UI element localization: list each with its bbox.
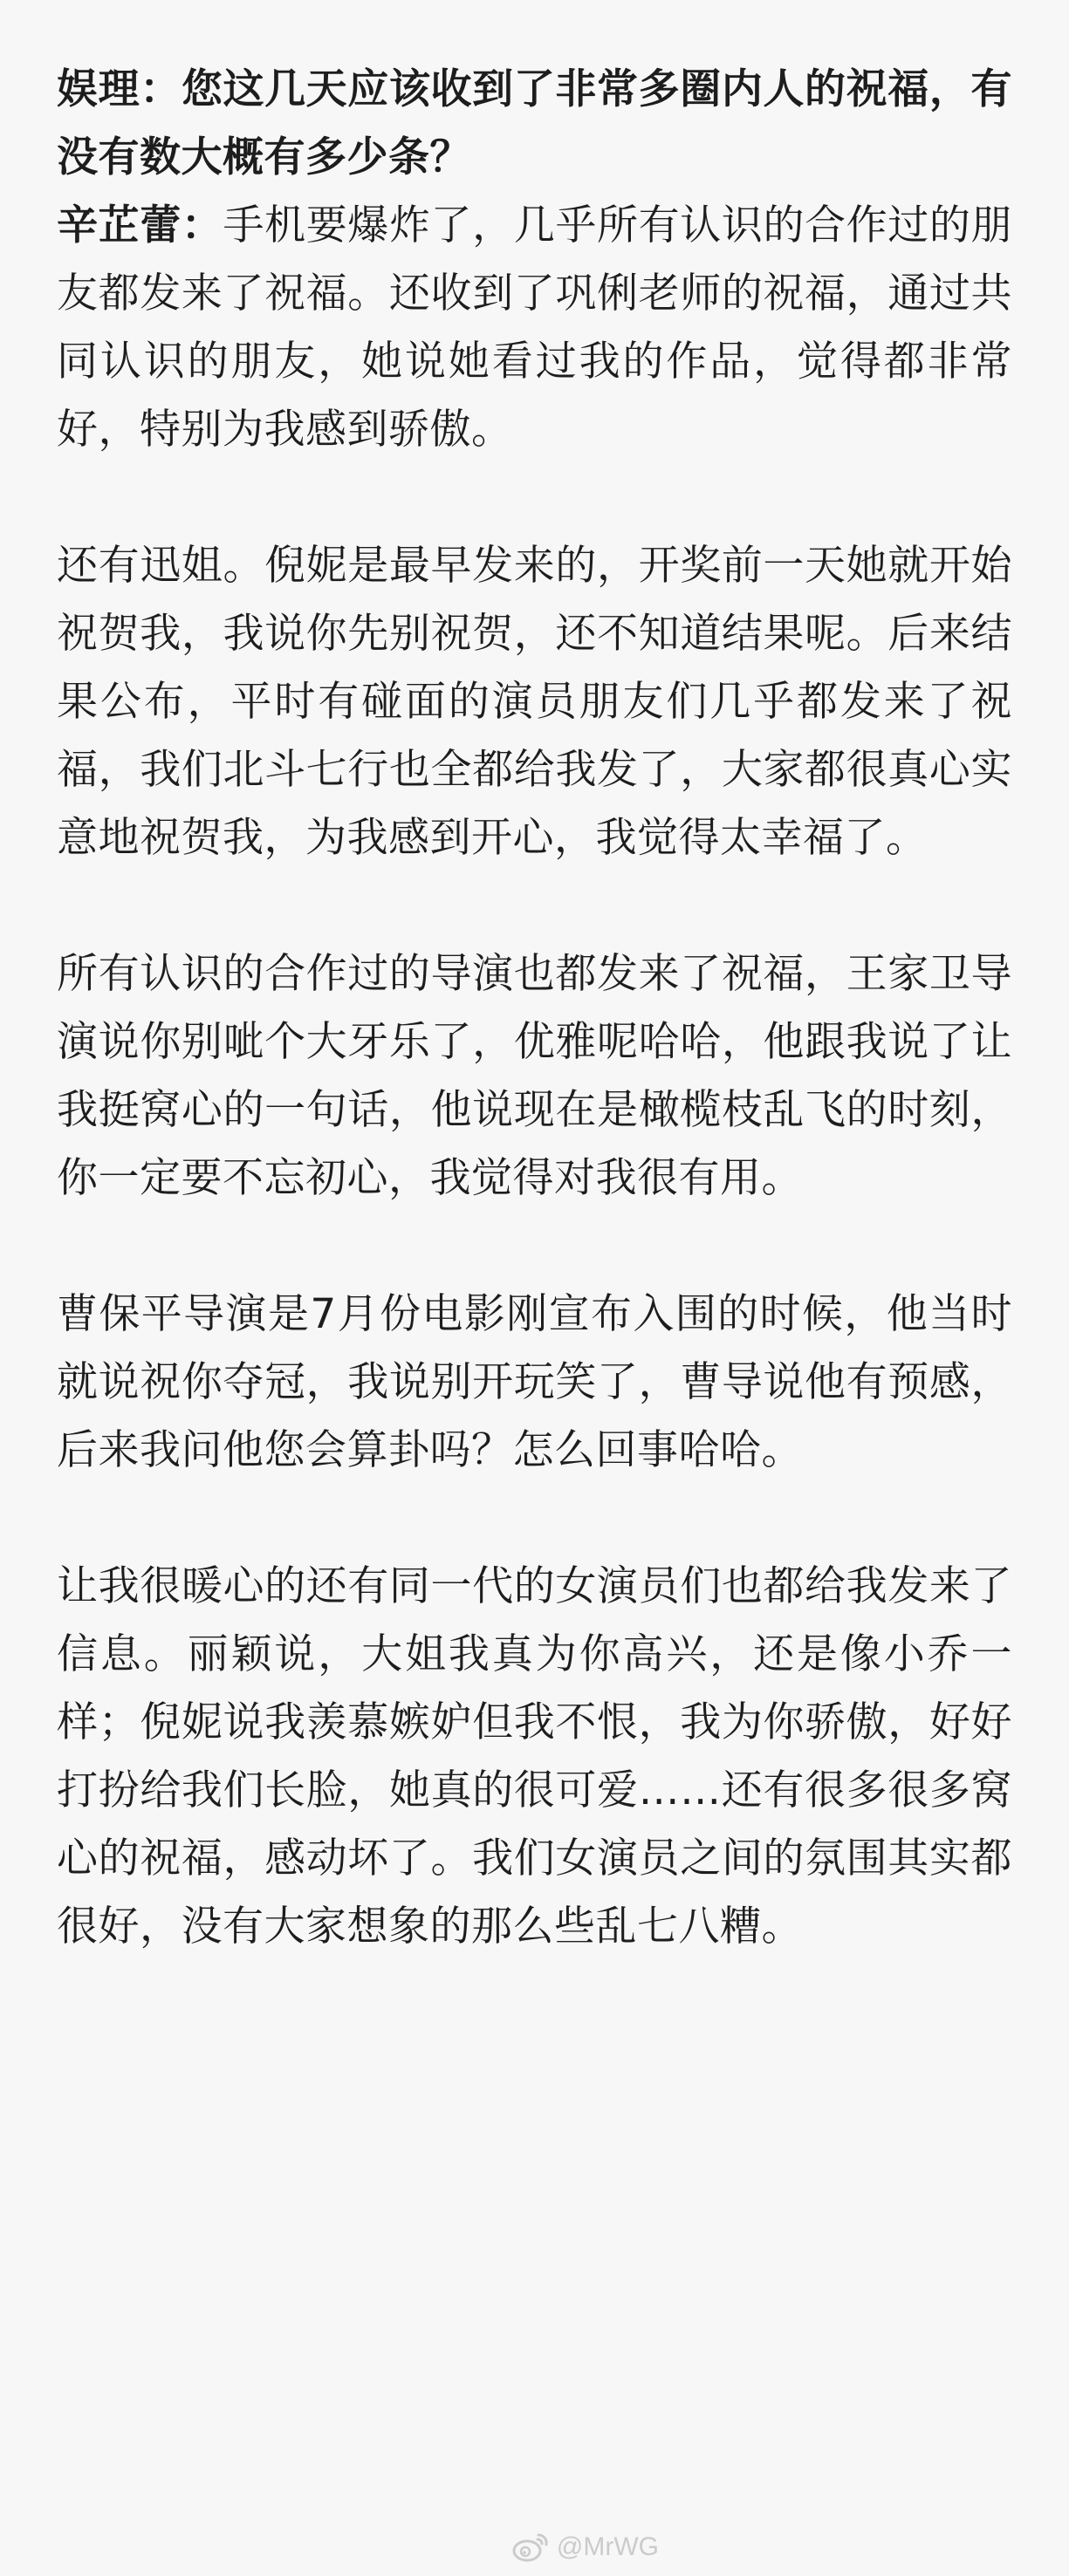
paragraph: 还有迅姐。倪妮是最早发来的，开奖前一天她就开始祝贺我，我说你先别祝贺，还不知道结果呢。后来结果公布，平时有碰面的演员朋友们几乎都发来了祝福，我们北斗七行也全都给我发了，大家都很真心实意地祝贺我，为我感到开心，我觉得太幸福了。 [57,542,1012,862]
paragraph-spacer [57,464,1012,532]
paragraph-spacer [57,1485,1012,1553]
watermark-handle: @MrWG [556,2532,659,2561]
interview-answer [57,192,1012,464]
paragraph: 让我很暖心的还有同一代的女演员们也都给我发来了信息。丽颖说，大姐我真为你高兴，还是像小乔一样；倪妮说我羡慕嫉妒但我不恨，我为你骄傲，好好打扮给我们长脸，她真的很可爱……还有很多很多窝心的祝福，感动坏了。我们女演员之间的氛围其实都很好，没有大家想象的那么些乱七八糟。 [57,1562,1012,1951]
answer-text: 手机要爆炸了，几乎所有认识的合作过的朋友都发来了祝福。还收到了巩俐老师的祝福，通过共同认识的朋友，她说她看过我的作品，觉得都非常好，特别为我感到骄傲。 [57,202,1013,454]
question-text: 您这几天应该收到了非常多圈内人的祝福，有没有数大概有多少条？ [57,65,1013,181]
watermark [511,2531,659,2564]
question-speaker: 娱理： [57,65,182,113]
answer-speaker: 辛芷蕾： [57,202,223,249]
paragraph: 所有认识的合作过的导演也都发来了祝福，王家卫导演说你别呲个大牙乐了，优雅呢哈哈，他跟我说了让我挺窝心的一句话，他说现在是橄榄枝乱飞的时刻，你一定要不忘初心，我觉得对我很有用。 [57,950,1012,1202]
weibo-icon [511,2531,550,2564]
paragraph: 曹保平导演是7月份电影刚宣布入围的时候，他当时就说祝你夺冠，我说别开玩笑了，曹导说他有预感，后来我问他您会算卦吗？怎么回事哈哈。 [57,1290,1012,1474]
article-body [57,56,1012,1961]
paragraph-spacer [57,1213,1012,1281]
paragraph-spacer [57,872,1012,940]
interview-question [57,56,1012,192]
